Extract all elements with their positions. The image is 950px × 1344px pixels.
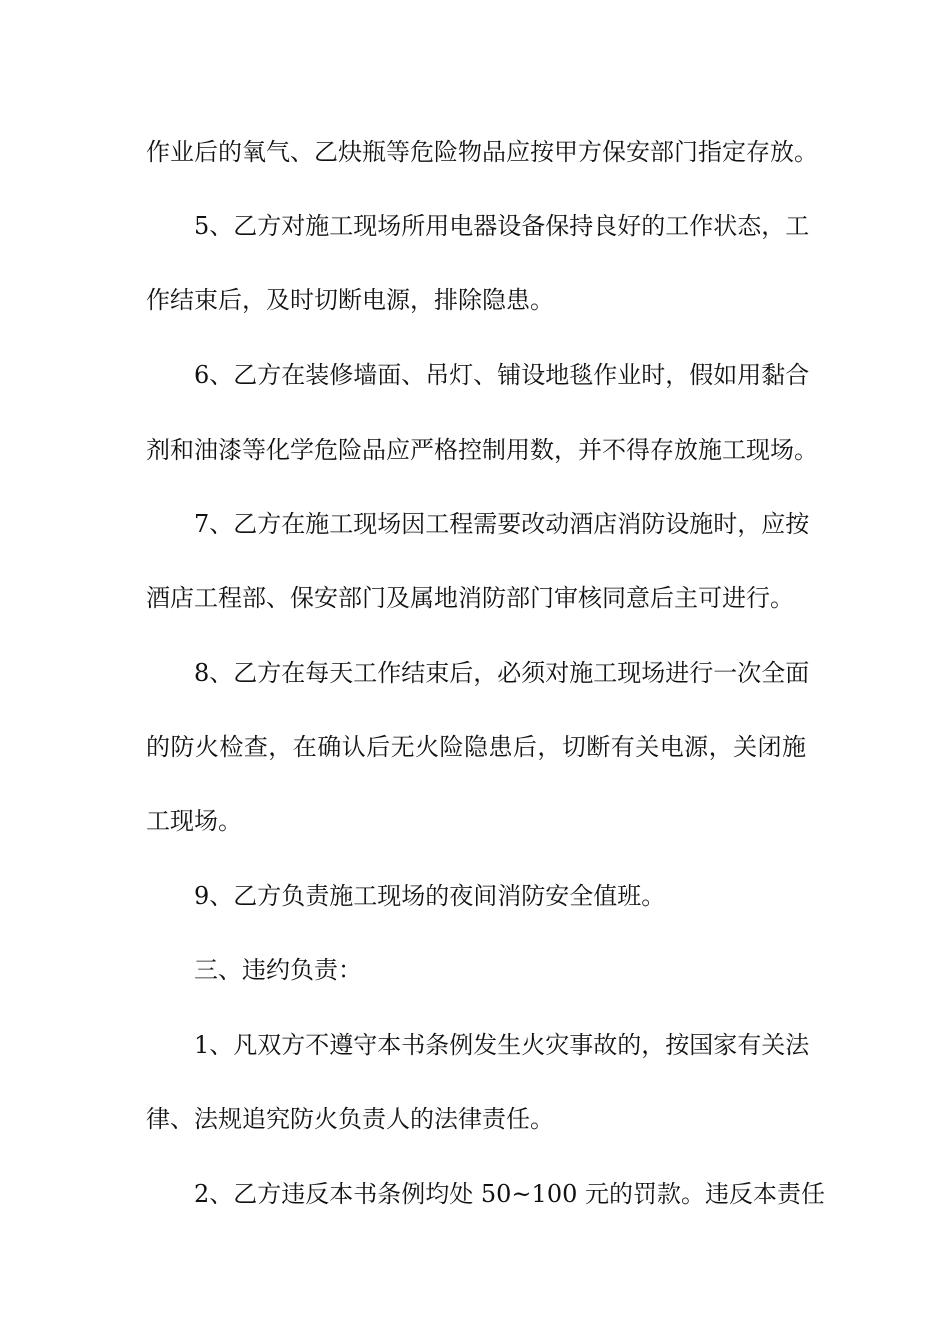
paragraph-first-line [0,1025,950,1065]
section-heading [0,950,950,990]
line-text: 剂和油漆等化学危险品应严格控制用数，并不得存放施工现场。 [146,436,818,464]
text-line [0,578,950,618]
paragraph-first-line [0,876,950,916]
line-text: 1、凡双方不遵守本书条例发生火灾事故的，按国家有关法 [194,1031,810,1059]
line-text: 酒店工程部、保安部门及属地消防部门审核同意后主可进行。 [146,584,794,612]
paragraph-first-line [0,504,950,544]
text-line [0,280,950,320]
line-text: 三、违约负责： [194,956,362,984]
line-text: 作结束后，及时切断电源，排除隐患。 [146,286,554,314]
text-line [0,132,950,172]
line-text: 5、乙方对施工现场所用电器设备保持良好的工作状态，工 [194,212,810,240]
line-text: 律、法规追究防火负责人的法律责任。 [146,1105,554,1133]
line-text: 7、乙方在施工现场因工程需要改动酒店消防设施时，应按 [194,510,810,538]
line-text: 2、乙方违反本书条例均处 50~100 元的罚款。违反本责任 [194,1180,825,1208]
paragraph-first-line [0,653,950,693]
line-text: 的防火检查，在确认后无火险隐患后，切断有关电源，关闭施 [146,733,806,761]
paragraph-first-line [0,355,950,395]
line-text: 9、乙方负责施工现场的夜间消防安全值班。 [194,882,666,910]
line-text: 工现场。 [146,807,242,835]
paragraph-first-line [0,1174,950,1214]
line-text: 作业后的氧气、乙炔瓶等危险物品应按甲方保安部门指定存放。 [146,138,818,166]
text-line [0,430,950,470]
line-text: 6、乙方在装修墙面、吊灯、铺设地毯作业时，假如用黏合 [194,361,810,389]
text-line [0,727,950,767]
line-text: 8、乙方在每天工作结束后，必须对施工现场进行一次全面 [194,659,810,687]
paragraph-first-line [0,206,950,246]
text-line [0,801,950,841]
text-line [0,1099,950,1139]
